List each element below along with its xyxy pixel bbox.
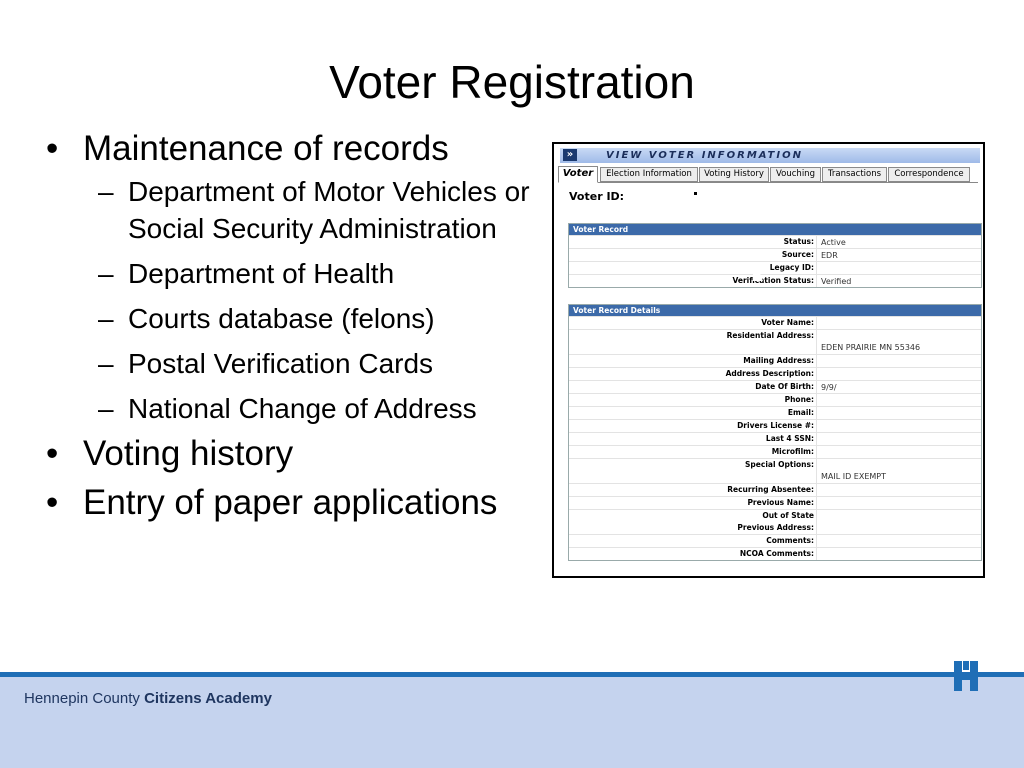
field-value-cell <box>816 535 981 547</box>
panel-title: VIEW VOTER INFORMATION <box>606 150 803 161</box>
field-value-cell <box>816 368 981 380</box>
field-label: Verification Status: <box>732 276 814 285</box>
tab-voter[interactable]: Voter <box>558 166 598 183</box>
record-row <box>569 261 981 274</box>
field-value-cell <box>816 446 981 458</box>
record-row <box>569 316 981 329</box>
tab-correspondence[interactable]: Correspondence <box>888 167 970 182</box>
tab-election-information[interactable]: Election Information <box>600 167 698 182</box>
field-value-cell <box>816 548 981 560</box>
record-row <box>569 534 981 547</box>
record-row <box>569 445 981 458</box>
record-row <box>569 458 981 483</box>
panel-header <box>560 148 980 163</box>
voter-info-screenshot <box>552 142 985 578</box>
field-value-cell <box>816 355 981 367</box>
field-value: MAIL ID EXEMPT <box>821 472 886 481</box>
voter-id-label: Voter ID: <box>569 190 625 203</box>
sub-bullet-dmv-ssa: – Department of Motor Vehicles or Social Security Administration <box>40 173 540 247</box>
tab-transactions[interactable]: Transactions <box>822 167 887 182</box>
field-label: Phone: <box>784 395 814 404</box>
sub-bullet-postal: – Postal Verification Cards <box>40 345 540 382</box>
bullet-paper-applications: • Entry of paper applications <box>40 480 540 525</box>
sub-bullet-health: – Department of Health <box>40 255 540 292</box>
tab-voting-history[interactable]: Voting History <box>699 167 769 182</box>
field-label: Comments: <box>766 536 814 545</box>
field-label: Voter Name: <box>761 318 814 327</box>
field-label: Microfilm: <box>771 447 814 456</box>
field-label: Drivers License #: <box>737 421 814 430</box>
record-row <box>569 432 981 445</box>
field-value-cell <box>816 381 981 393</box>
tab-vouching[interactable]: Vouching <box>770 167 821 182</box>
field-label: Source: <box>781 250 814 259</box>
field-label: Recurring Absentee: <box>727 485 814 494</box>
footer-org <box>24 689 272 709</box>
footer-band <box>0 672 1024 768</box>
field-label: Previous Name: <box>747 498 814 507</box>
field-label: Status: <box>783 237 814 246</box>
footer-program: Citizens Academy <box>144 690 272 707</box>
field-value-cell <box>816 262 981 274</box>
field-value-cell <box>816 459 981 483</box>
voter-record-details-section <box>568 304 982 561</box>
field-value-cell <box>816 275 981 287</box>
field-value-cell <box>816 484 981 496</box>
slide-title: Voter Registration <box>329 56 695 108</box>
field-label: Special Options: <box>745 460 814 469</box>
voter-id-value <box>694 192 697 195</box>
field-value-cell <box>816 433 981 445</box>
field-value: 9/9/ <box>821 383 837 392</box>
field-label: Date Of Birth: <box>755 382 814 391</box>
record-row <box>569 235 981 248</box>
record-row <box>569 419 981 432</box>
mouse-cursor-icon <box>753 268 763 281</box>
record-row <box>569 496 981 509</box>
hennepin-h-logo-icon <box>952 661 980 691</box>
field-value: Active <box>821 238 846 247</box>
tab-bar <box>558 166 978 183</box>
section-heading: Voter Record Details <box>569 305 981 316</box>
record-row <box>569 274 981 287</box>
record-row <box>569 393 981 406</box>
field-value-cell <box>816 330 981 354</box>
record-row <box>569 367 981 380</box>
field-value: Verified <box>821 277 852 286</box>
field-value-cell <box>816 420 981 432</box>
bullet-maintenance: • Maintenance of records <box>40 126 540 171</box>
field-value-cell <box>816 236 981 248</box>
record-row <box>569 329 981 354</box>
field-value-cell <box>816 394 981 406</box>
footer-county: Hennepin County <box>24 690 140 707</box>
field-value: EDR <box>821 251 838 260</box>
sub-bullet-ncoa: – National Change of Address <box>40 390 540 427</box>
field-value-cell <box>816 249 981 261</box>
bullet-list <box>40 122 540 525</box>
field-value-cell <box>816 497 981 509</box>
field-label: Legacy ID: <box>769 263 814 272</box>
field-value-cell <box>816 510 981 534</box>
footer-divider <box>0 672 1024 677</box>
record-row <box>569 406 981 419</box>
chevron-right-icon[interactable]: » <box>563 149 577 161</box>
bullet-voting-history: • Voting history <box>40 431 540 476</box>
field-value-cell <box>816 317 981 329</box>
field-value-cell <box>816 407 981 419</box>
sub-bullet-courts: – Courts database (felons) <box>40 300 540 337</box>
field-label: NCOA Comments: <box>739 549 814 558</box>
field-label: Address Description: <box>725 369 814 378</box>
field-label: Mailing Address: <box>743 356 814 365</box>
field-label: Last 4 SSN: <box>765 434 814 443</box>
record-row <box>569 354 981 367</box>
record-row <box>569 248 981 261</box>
record-row <box>569 380 981 393</box>
field-label: Email: <box>787 408 814 417</box>
section-heading: Voter Record <box>569 224 981 235</box>
record-row <box>569 509 981 534</box>
field-label: Residential Address: <box>726 331 814 340</box>
voter-record-section <box>568 223 982 288</box>
record-row <box>569 547 981 560</box>
field-value: EDEN PRAIRIE MN 55346 <box>821 343 921 352</box>
field-label: Out of State Previous Address: <box>737 511 814 532</box>
record-row <box>569 483 981 496</box>
